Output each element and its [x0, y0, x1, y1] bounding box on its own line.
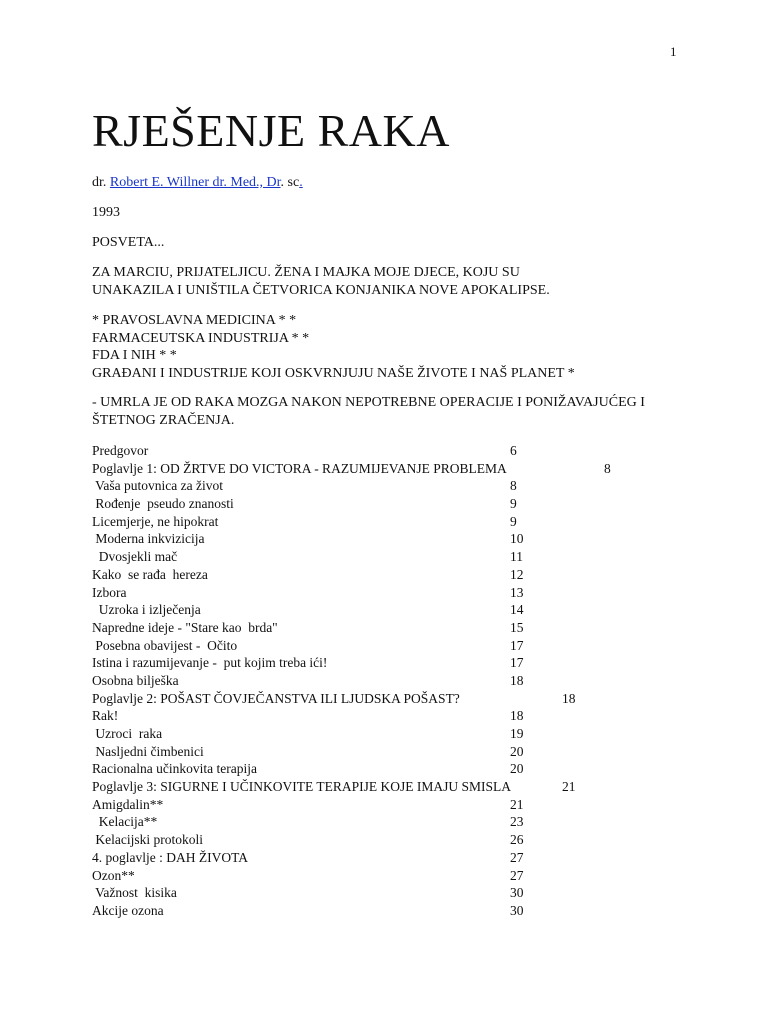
horsemen-line: FARMACEUTSKA INDUSTRIJA * *	[92, 330, 310, 346]
toc-entry	[92, 601, 692, 619]
toc-entry-page: 27	[510, 867, 524, 883]
toc-entry-page: 6	[510, 443, 517, 458]
toc-entry-page: 23	[510, 814, 524, 830]
toc-entry-page: 14	[510, 602, 524, 618]
toc-entry-title: Amigdalin**	[92, 796, 164, 812]
toc-entry-page: 21	[510, 796, 524, 812]
table-of-contents	[92, 442, 692, 920]
toc-entry-title: Predgovor	[92, 443, 149, 458]
toc-entry-title: Rođenje pseudo znanosti	[92, 496, 234, 512]
toc-entry-title: Osobna bilješka	[92, 672, 179, 688]
toc-entry-page: 17	[510, 655, 524, 671]
memorial-line: - UMRLA JE OD RAKA MOZGA NAKON NEPOTREBNE OPERACIJE I PONIŽAVAJUĆEG I	[92, 395, 645, 410]
toc-entry	[92, 442, 692, 460]
toc-entry-title: Uzroci raka	[92, 726, 163, 741]
toc-entry-title: Akcije ozona	[92, 902, 164, 918]
toc-entry	[92, 460, 692, 478]
toc-entry-title: Važnost kisika	[92, 885, 177, 901]
toc-entry-title: Vaša putovnica za život	[92, 478, 223, 494]
toc-entry-title: Racionalna učinkovita terapija	[92, 761, 257, 777]
horsemen-line: * PRAVOSLAVNA MEDICINA * *	[92, 313, 297, 328]
toc-entry	[92, 637, 692, 655]
toc-entry-page: 18	[510, 672, 524, 688]
toc-entry	[92, 566, 692, 584]
toc-entry-title: Poglavlje 3: SIGURNE I UČINKOVITE TERAPIJE KOJE IMAJU SMISLA	[92, 779, 511, 795]
dedication-line: ZA MARCIU, PRIJATELJICU. ŽENA I MAJKA MOJE DJECE, KOJU SU	[92, 265, 520, 280]
toc-entry-page: 20	[510, 743, 524, 759]
toc-entry-page: 9	[510, 496, 517, 512]
toc-entry-page: 26	[510, 832, 524, 848]
toc-entry-title: Nasljedni čimbenici	[92, 743, 204, 759]
horsemen-line: GRAĐANI I INDUSTRIJE KOJI OSKVRNJUJU NAŠE ŽIVOTE I NAŠ PLANET *	[92, 365, 575, 381]
toc-entry-page: 8	[510, 478, 517, 494]
toc-entry	[92, 760, 692, 778]
toc-entry	[92, 902, 692, 920]
toc-entry	[92, 884, 692, 902]
memorial-line: ŠTETNOG ZRAČENJA.	[92, 413, 235, 428]
toc-entry	[92, 743, 692, 761]
toc-entry-title: Istina i razumijevanje - put kojim treba ići!	[92, 655, 328, 671]
toc-entry	[92, 477, 692, 495]
toc-entry-title: Moderna inkvizicija	[92, 531, 205, 547]
horsemen-line: FDA I NIH * *	[92, 348, 177, 363]
toc-entry	[92, 813, 692, 831]
document-title: RJEŠENJE RAKA	[92, 105, 450, 156]
toc-entry	[92, 619, 692, 637]
toc-entry-title: Poglavlje 1: OD ŽRTVE DO VICTORA - RAZUMIJEVANJE PROBLEMA	[92, 460, 507, 476]
toc-entry-page: 12	[510, 566, 524, 582]
toc-entry-page: 8	[604, 460, 611, 476]
toc-entry-page: 27	[510, 849, 524, 865]
toc-entry	[92, 672, 692, 690]
toc-entry-title: Kelacija**	[92, 814, 158, 830]
author-prefix: dr.	[92, 175, 110, 190]
toc-entry-title: Rak!	[92, 708, 119, 724]
toc-entry-title: Kelacijski protokoli	[92, 832, 203, 848]
toc-entry	[92, 725, 692, 743]
toc-entry	[92, 548, 692, 566]
toc-entry-page: 9	[510, 513, 517, 529]
toc-entry	[92, 867, 692, 885]
toc-entry	[92, 584, 692, 602]
toc-entry-title: Posebna obavijest - Očito	[92, 637, 238, 653]
toc-entry-title: Izbora	[92, 584, 127, 600]
toc-entry-title: Kako se rađa hereza	[92, 566, 208, 582]
toc-entry-page: 17	[510, 637, 524, 653]
toc-entry-page: 30	[510, 885, 524, 901]
toc-entry-page: 21	[562, 779, 576, 795]
toc-entry-title: 4. poglavlje : DAH ŽIVOTA	[92, 849, 249, 865]
toc-entry	[92, 530, 692, 548]
toc-entry-page: 18	[562, 690, 576, 706]
toc-entry-page: 15	[510, 619, 524, 635]
toc-entry	[92, 654, 692, 672]
toc-entry-page: 19	[510, 726, 524, 741]
memorial-text	[92, 394, 645, 430]
dedication-text	[92, 264, 692, 300]
toc-entry-page: 10	[510, 531, 524, 547]
toc-entry	[92, 707, 692, 725]
toc-entry-title: Poglavlje 2: POŠAST ČOVJEČANSTVA ILI LJUDSKA POŠAST?	[92, 690, 460, 706]
toc-entry-page: 11	[510, 549, 523, 565]
dedication-heading: POSVETA...	[92, 235, 165, 250]
toc-entry	[92, 831, 692, 849]
toc-entry	[92, 796, 692, 814]
toc-entry	[92, 513, 692, 531]
toc-entry-title: Dvosjekli mač	[92, 549, 178, 565]
author-suffix: . sc	[280, 175, 300, 190]
toc-entry-title: Licemjerje, ne hipokrat	[92, 513, 219, 529]
author-link[interactable]: Robert E. Willner dr. Med., Dr	[109, 175, 281, 190]
page-number: 1	[670, 44, 677, 59]
horsemen-list	[92, 312, 575, 382]
toc-entry-page: 18	[510, 708, 524, 724]
author-line	[92, 175, 303, 191]
toc-entry-page: 30	[510, 902, 524, 918]
toc-entry	[92, 778, 692, 796]
toc-entry	[92, 849, 692, 867]
toc-entry-page: 20	[510, 761, 524, 777]
toc-entry-title: Uzroka i izlječenja	[92, 602, 201, 618]
toc-entry-title: Napredne ideje - "Stare kao brda"	[92, 619, 278, 635]
toc-entry	[92, 690, 692, 708]
dedication-line: UNAKAZILA I UNIŠTILA ČETVORICA KONJANIKA NOVE APOKALIPSE.	[92, 283, 550, 298]
toc-entry	[92, 495, 692, 513]
toc-entry-title: Ozon**	[92, 867, 135, 883]
author-trailing-link[interactable]: .	[299, 175, 303, 190]
publication-year: 1993	[92, 205, 120, 220]
toc-entry-page: 13	[510, 584, 524, 600]
